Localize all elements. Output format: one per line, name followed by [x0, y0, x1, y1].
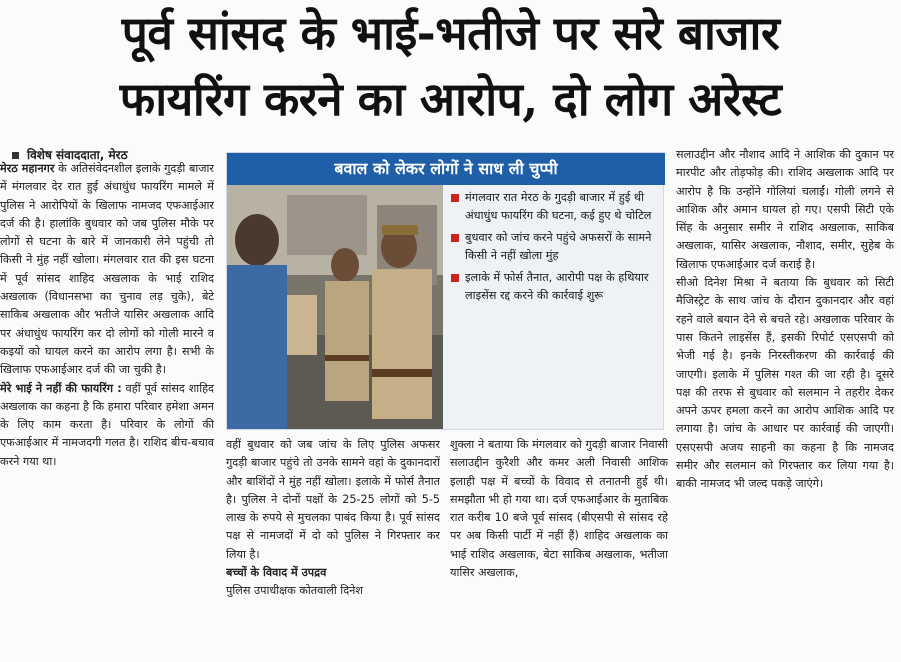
paragraph: पुलिस उपाधीक्षक कोतवाली दिनेश — [226, 584, 363, 598]
paragraph-1: मेरठ महानगर के अतिसंवेदनशील इलाके गुदड़ी बाजार में मंगलवार देर रात हुई अंधाधुंध फायरिंग मामले में पुलिस ने आरोपियों के खिलाफ नामजद एफआईआर दर्ज की है। हालांकि बुधवार को जब पुलिस मौके पर लोगों से घटना के बारे में जानकारी लेने पहुंची तो किसी ने मुंह नहीं खोला। मंगलवार रात की इस घटना में पूर्व सांसद शाहिद अखलाक के भाई राशिद अखलाक (विधानसभा का चुनाव लड़ चुके), बेटे साकिब अखलाक और भतीजे यासिर अखलाक आदि पर अंधाधुंध फायरिंग कर दो लोगों को गोली मारने व कइयों को घायल करने का आरोप लगा है। सभी के खिलाफ एफआईआर दर्ज की जा चुकी है। — [0, 162, 214, 377]
police-photo-illustration — [227, 185, 443, 429]
bullet-item: मंगलवार रात मेरठ के गुदड़ी बाजार में हुई थी अंधाधुंध फायरिंग की घटना, कई हुए थे चोटिल — [451, 189, 661, 225]
paragraph: शुक्ला ने बताया कि मंगलवार को गुदड़ी बाजार निवासी सलाउद्दीन कुरैशी और कमर अली निवासी आशिक इलाही पक्ष में बच्चों के विवाद से तनातनी हुई थी। समझौता भी हो गया था। दर्ज एफआईआर के मुताबिक रात करीब 10 बजे पूर्व सांसद (बीएसपी से सांसद रहे पर अब किसी पार्टी में नहीं हैं) शाहिद अखलाक का भाई राशिद अखलाक, बेटा साकिब अखलाक, भतीजा यासिर अखलाक, — [450, 438, 668, 580]
article-column-3 — [450, 436, 668, 660]
subheading: बच्चों के विवाद में उपद्रव — [226, 566, 327, 580]
subheading: मेरे भाई ने नहीं की फायरिंग : — [0, 381, 122, 395]
headline — [0, 0, 901, 142]
bullet-item: इलाके में फोर्स तैनात, आरोपी पक्ष के हथियार लाइसेंस रद्द करने की कार्रवाई शुरू — [451, 269, 661, 305]
bullet-item: बुधवार को जांच करने पहुंचे अफसरों के सामने किसी ने नहीं खोला मुंह — [451, 229, 661, 265]
red-square-icon — [451, 274, 459, 282]
square-bullet-icon — [12, 152, 19, 159]
red-square-icon — [451, 194, 459, 202]
article-column-1 — [0, 160, 214, 660]
box-title: बवाल को लेकर लोगों ने साध ली चुप्पी — [227, 153, 665, 185]
article-column-4 — [676, 146, 894, 660]
paragraph: सलाउद्दीन और नौशाद आदि ने आशिक की दुकान पर मारपीट और तोड़फोड़ की। राशिद अखलाक आदि पर आरोप है कि उन्होंने गोलियां चलाईं। गोली लगने से आशिक और अमान घायल हो गए। एसपी सिटी एके सिंह के अनुसार समीर ने राशिद अखलाक, साकिब अखलाक, यासिर अखलाक, नौशाद, समीर, सुहेब के खिलाफ एफआईआर दर्ज कराई है। — [676, 148, 894, 271]
bullet-list — [451, 189, 661, 309]
red-square-icon — [451, 234, 459, 242]
headline-line-1: पूर्व सांसद के भाई-भतीजे पर सरे बाजार — [121, 6, 780, 60]
highlight-box — [226, 152, 664, 430]
paragraph-2: मेरे भाई ने नहीं की फायरिंग : वहीं पूर्व सांसद शाहिद अखलाक का कहना है कि हमारा परिवार हमेशा अमन के लिए काम करता है। परिवार के लोगों की एफआईआर में नामजदगी गलत है। राशिद बीच-बचाव करने गया था। — [0, 381, 214, 468]
headline-line-2: फायरिंग करने का आरोप, दो लोग अरेस्ट — [119, 72, 782, 126]
dateline: मेरठ महानगर — [0, 162, 55, 175]
paragraph: सीओ दिनेश मिश्रा ने बताया कि बुधवार को सिटी मैजिस्ट्रेट के साथ जांच के दौरान दुकानदार और वहां रहने वाले बयान देने से बचते रहे। अखलाक परिवार के पास कितने लाइसेंस हैं, इसकी रिपोर्ट एसएसपी को भेजी गई है। इनके निरस्तीकरण की कार्रवाई की जाएगी। इलाके में पुलिस गश्त की जा रही है। दूसरे पक्ष की तरफ से बुधवार को सलमान ने तहरीर देकर अपने ऊपर हमला करने का आरोप आशिक आदि पर लगाया है। जांच के आधार पर कार्रवाई की जाएगी। एसएसपी अजय साहनी का कहना है कि नामजद समीर और सलमान को गिरफ्तार कर लिया गया है। बाकी नामजद भी जल्द पकड़े जाएंगे। — [676, 276, 894, 491]
news-photo — [227, 185, 443, 429]
paragraph: वहीं बुधवार को जब जांच के लिए पुलिस अफसर गुदड़ी बाजार पहुंचे तो उनके सामने वहां के दुकानदारों और बाशिंदों ने मुंह नहीं खोला। इलाके में फोर्स तैनात है। पुलिस ने दोनों पक्षों के 25-25 लोगों को 5-5 लाख के रुपये से मुचलका पाबंद किया है। पूर्व सांसद पक्ष से नामजदों में दो को पुलिस ने गिरफ्तार कर लिया है। — [226, 438, 440, 561]
article-column-2 — [226, 436, 440, 660]
byline-text: विशेष संवाददाता, मेरठ — [27, 148, 128, 162]
